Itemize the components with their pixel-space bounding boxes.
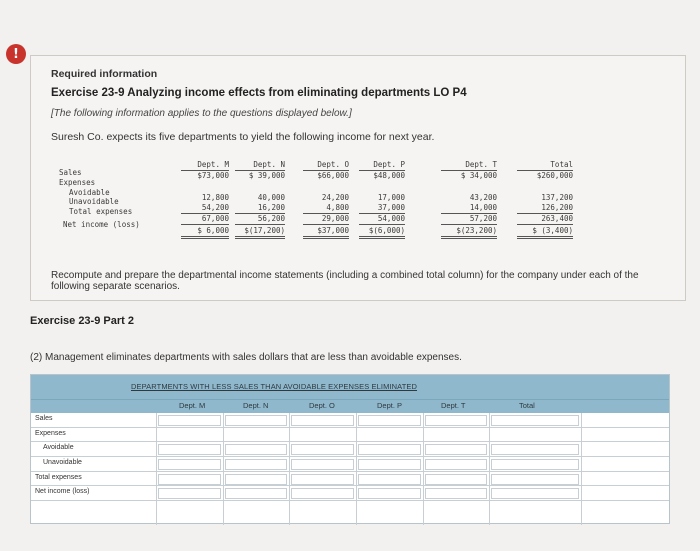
column-divider: [289, 413, 290, 525]
given-label-expenses: Expenses: [59, 178, 96, 187]
given-col-dept-t: [441, 160, 497, 239]
row-divider: [31, 485, 669, 486]
given-sales-value: $ 34,000: [460, 171, 497, 180]
given-dept-header: Dept. T: [441, 160, 497, 171]
required-information-panel: [30, 55, 686, 301]
cell-unavoidable-dept-m[interactable]: [158, 459, 221, 470]
cell-unavoidable-dept-t[interactable]: [425, 459, 487, 470]
given-net-income-value: $(17,200): [235, 226, 285, 239]
given-dept-header: Dept. P: [359, 160, 405, 171]
given-dept-header: Dept. N: [235, 160, 285, 171]
row-divider: [31, 471, 669, 472]
header-dept-n: Dept. N: [243, 401, 269, 410]
cell-unavoidable-total[interactable]: [491, 459, 579, 470]
given-label-sales: Sales: [59, 168, 82, 177]
exercise-note: [The following information applies to the questions displayed below.]: [51, 108, 352, 119]
cell-sales-dept-p[interactable]: [358, 415, 421, 426]
given-total-expenses-value: 29,000: [303, 214, 349, 225]
cell-total-expenses-total[interactable]: [491, 474, 579, 485]
cell-total-expenses-dept-o[interactable]: [291, 474, 354, 485]
row-divider: [31, 427, 669, 428]
column-divider: [156, 413, 157, 525]
given-col-dept-o: [303, 160, 349, 239]
given-col-dept-n: [235, 160, 285, 239]
answer-table-title: DEPARTMENTS WITH LESS SALES THAN AVOIDABLE EXPENSES ELIMINATED: [131, 382, 417, 391]
cell-sales-dept-t[interactable]: [425, 415, 487, 426]
given-label-unavoidable: Unavoidable: [69, 197, 119, 206]
given-net-income-value: $ (3,400): [517, 226, 573, 239]
cell-avoidable-dept-n[interactable]: [225, 444, 287, 455]
part2-question: (2) Management eliminates departments with sales dollars that are less than avoidable expenses.: [30, 352, 462, 363]
given-label-net-income: Net income (loss): [63, 220, 140, 229]
header-dept-o: Dept. O: [309, 401, 335, 410]
given-avoidable-value: 43,200: [469, 193, 497, 202]
given-net-income-value: $(6,000): [359, 226, 405, 239]
given-label-total-expenses: Total expenses: [69, 207, 133, 216]
exercise-title: Exercise 23-9 Analyzing income effects from eliminating departments LO P4: [51, 87, 467, 99]
cell-net-income-dept-o[interactable]: [291, 488, 354, 499]
given-sales-value: $48,000: [373, 171, 405, 180]
row-label-net-income: Net income (loss): [35, 488, 90, 495]
cell-sales-total[interactable]: [491, 415, 579, 426]
given-label-avoidable: Avoidable: [69, 188, 110, 197]
given-sales-value: $260,000: [536, 171, 573, 180]
given-avoidable-value: 40,000: [257, 193, 285, 202]
cell-unavoidable-dept-p[interactable]: [358, 459, 421, 470]
column-divider: [489, 413, 490, 525]
given-avoidable-value: 12,800: [201, 193, 229, 202]
given-sales-value: $ 39,000: [248, 171, 285, 180]
cell-total-expenses-dept-t[interactable]: [425, 474, 487, 485]
recompute-instructions: Recompute and prepare the departmental income statements (including a combined total column) for the company under each of the following separate scenarios.: [51, 270, 639, 292]
cell-net-income-dept-p[interactable]: [358, 488, 421, 499]
given-unavoidable-value: 54,200: [181, 203, 229, 214]
cell-net-income-dept-t[interactable]: [425, 488, 487, 499]
cell-total-expenses-dept-n[interactable]: [225, 474, 287, 485]
alert-icon: !: [6, 44, 26, 64]
given-total-expenses-value: 263,400: [517, 214, 573, 225]
part2-title: Exercise 23-9 Part 2: [30, 315, 134, 327]
given-total-expenses-value: 67,000: [181, 214, 229, 225]
given-avoidable-value: 17,000: [377, 193, 405, 202]
row-label-avoidable: Avoidable: [43, 444, 74, 451]
cell-unavoidable-dept-o[interactable]: [291, 459, 354, 470]
given-avoidable-value: 137,200: [541, 193, 573, 202]
row-label-sales: Sales: [35, 415, 53, 422]
cell-avoidable-dept-o[interactable]: [291, 444, 354, 455]
cell-sales-dept-m[interactable]: [158, 415, 221, 426]
given-col-dept-p: [359, 160, 405, 239]
given-sales-value: $66,000: [317, 171, 349, 180]
given-avoidable-value: 24,200: [321, 193, 349, 202]
given-sales-value: $73,000: [197, 171, 229, 180]
row-label-unavoidable: Unavoidable: [43, 459, 82, 466]
cell-sales-dept-o[interactable]: [291, 415, 354, 426]
given-unavoidable-value: 126,200: [517, 203, 573, 214]
cell-total-expenses-dept-p[interactable]: [358, 474, 421, 485]
given-total-expenses-value: 54,000: [359, 214, 405, 225]
answer-table-header-row: [31, 399, 669, 413]
cell-net-income-total[interactable]: [491, 488, 579, 499]
column-divider: [356, 413, 357, 525]
header-dept-t: Dept. T: [441, 401, 466, 410]
given-unavoidable-value: 37,000: [359, 203, 405, 214]
cell-net-income-dept-n[interactable]: [225, 488, 287, 499]
cell-unavoidable-dept-n[interactable]: [225, 459, 287, 470]
row-divider: [31, 456, 669, 457]
cell-sales-dept-n[interactable]: [225, 415, 287, 426]
given-dept-header: Dept. M: [181, 160, 229, 171]
given-total-expenses-value: 57,200: [441, 214, 497, 225]
row-divider: [31, 500, 669, 501]
cell-total-expenses-dept-m[interactable]: [158, 474, 221, 485]
header-total: Total: [519, 401, 535, 410]
given-col-total: [517, 160, 573, 239]
exercise-intro: Suresh Co. expects its five departments to yield the following income for next year.: [51, 131, 435, 143]
answer-table: [30, 374, 670, 524]
row-divider: [31, 441, 669, 442]
given-dept-header: Total: [517, 160, 573, 171]
given-net-income-value: $37,000: [303, 226, 349, 239]
given-total-expenses-value: 56,200: [235, 214, 285, 225]
given-net-income-value: $ 6,000: [181, 226, 229, 239]
given-unavoidable-value: 14,000: [441, 203, 497, 214]
required-information-heading: Required information: [51, 68, 158, 80]
row-label-expenses: Expenses: [35, 430, 66, 437]
given-net-income-value: $(23,200): [441, 226, 497, 239]
cell-avoidable-dept-t[interactable]: [425, 444, 487, 455]
given-dept-header: Dept. O: [303, 160, 349, 171]
cell-avoidable-dept-m[interactable]: [158, 444, 221, 455]
cell-net-income-dept-m[interactable]: [158, 488, 221, 499]
cell-avoidable-dept-p[interactable]: [358, 444, 421, 455]
header-dept-m: Dept. M: [179, 401, 206, 410]
column-divider: [423, 413, 424, 525]
given-col-dept-m: [181, 160, 229, 239]
column-divider: [223, 413, 224, 525]
given-unavoidable-value: 16,200: [235, 203, 285, 214]
row-label-total-expenses: Total expenses: [35, 474, 82, 481]
header-dept-p: Dept. P: [377, 401, 403, 410]
given-unavoidable-value: 4,800: [303, 203, 349, 214]
column-divider: [581, 413, 582, 525]
cell-avoidable-total[interactable]: [491, 444, 579, 455]
